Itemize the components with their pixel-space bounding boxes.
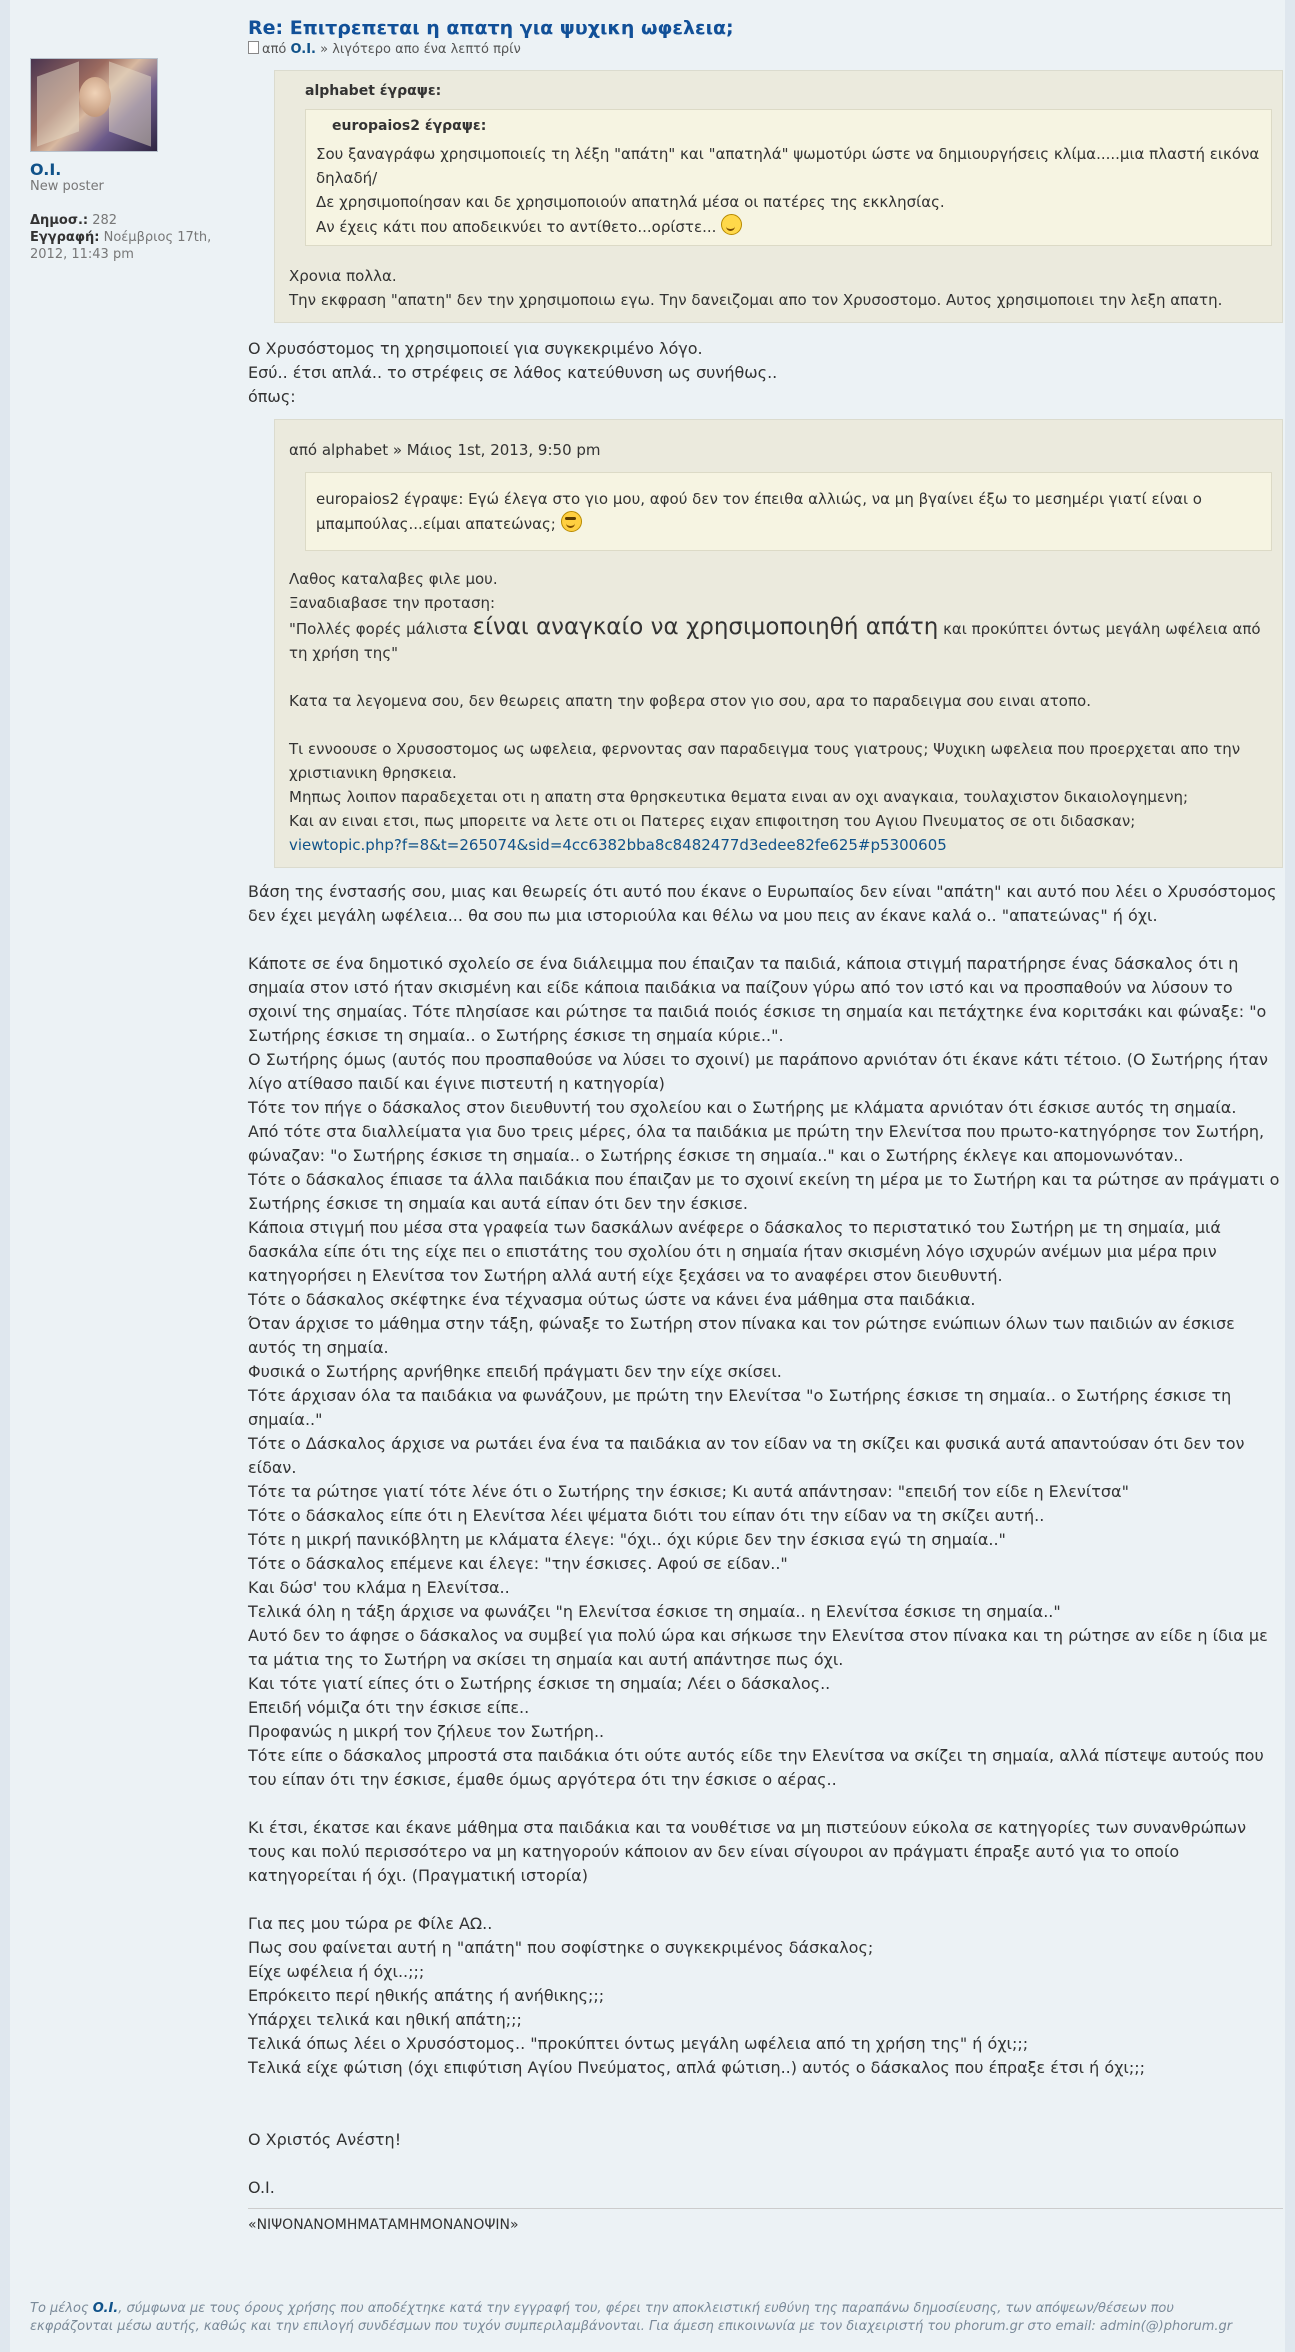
quote-line: Ξαναδιαβασε την προταση:: [289, 594, 496, 612]
quote-line: Τι εννοουσε ο Χρυσοστομος ως ωφελεια, φερνοντας σαν παραδειγμα τους γιατρους; Ψυχικη ωφελεια που προερχεται απο την χριστιανικη θρησκεια.: [289, 740, 1241, 782]
story-line: Τότε ο δάσκαλος είπε ότι η Ελενίτσα λέει ψέματα διότι του είπαν ότι την είδαν να τη σκίζει αυτή..: [248, 1506, 1045, 1525]
quote-line: Μηπως λοιπον παραδεχεται οτι η απατη στα θρησκευτικα θεματα ειναι αν οχι αναγκαια, τουλαχιστον δικαιολογημενη;: [289, 788, 1189, 806]
quote-line: Κατα τα λεγομενα σου, δεν θεωρεις απατη την φοβερα στον γιο σου, αρα το παραδειγμα σου ειναι ατοπο.: [289, 692, 1091, 710]
emphasized-text: είναι αναγκαίο να χρησιμοποιηθή απάτη: [472, 614, 939, 640]
body-line: όπως:: [248, 387, 296, 406]
page: [10, 0, 1285, 2352]
question-line: Είχε ωφέλεια ή όχι..;;;: [248, 1962, 425, 1981]
quote-line: Λαθος καταλαβες φιλε μου.: [289, 570, 498, 588]
story-line: Τότε τον πήγε ο δάσκαλος στον διευθυντή του σχολείου και ο Σωτήρης με κλάματα αρνιόταν ότι έσκισε αυτός τη σημαία.: [248, 1098, 1237, 1117]
story-line: Τότε η μικρή πανικόβλητη με κλάματα έλεγε: "όχι.. όχι κύριε δεν την έσκισα εγώ τη σημαία..": [248, 1530, 1006, 1549]
story-line: Τότε είπε ο δάσκαλος μπροστά στα παιδάκια ότι ούτε αυτός είδε την Ελενίτσα να σκίζει τη σημαία, αλλά πίστεψε αυτούς που του είπαν ότι την έσκισε, έμαθε όμως αργότερα ότι την έσκισε ο αέρας..: [248, 1746, 1264, 1789]
quote-line: Χρονια πολλα.: [289, 267, 397, 285]
story-line: Ο Σωτήρης όμως (αυτός που προσπαθούσε να λύσει το σχοινί) με παράπονο αρνιόταν ότι έκανε κάτι τέτοιο. (Ο Σωτήρης ήταν λίγο ατίθασο παιδί και έγινε πιστευτή η κατηγορία): [248, 1050, 1268, 1093]
story-line: Και τότε γιατί είπες ότι ο Σωτήρης έσκισε τη σημαία; Λέει ο δάσκαλος..: [248, 1674, 831, 1693]
post-body: [248, 16, 1283, 2237]
inner-quote-cite: europaios2 έγραψε:: [332, 118, 487, 134]
moral-line: Κι έτσι, έκατσε και έκανε μάθημα στα παιδάκια και τα νουθέτισε να μη πιστεύουν εύκολα σε κατηγορίες των συνανθρώπων τους και πολύ περισσότερο να μη κατηγορούν κάποιον αν δεν είναι σίγουροι αν πράγματι έπραξε αυτό για το οποίο κατηγορείται ή όχι. (Πραγματική ιστορία): [248, 1818, 1247, 1885]
story-line: Τότε ο Δάσκαλος άρχισε να ρωτάει ένα ένα τα παιδάκια αν τον είδαν να τη σκίζει και φυσικά αυτά απαντούσαν ότι δεν τον είδαν.: [248, 1434, 1245, 1477]
quote-europaios-2: [305, 472, 1272, 551]
story-line: Από τότε στα διαλλείματα για δυο τρεις μέρες, όλα τα παιδάκια με πρώτη την Ελενίτσα που πρωτο-κατηγόρησε τον Σωτήρη, φώναζαν: "ο Σωτήρης έσκισε τη σημαία.. ο Σωτήρης έσκισε τη σημαία.." και ο Σωτήρης έκλεγε και απομονωνόταν..: [248, 1122, 1265, 1165]
story-line: Τότε ο δάσκαλος σκέφτηκε ένα τέχνασμα ούτως ώστε να κάνει ένα μάθημα στα παιδάκια.: [248, 1290, 976, 1309]
inner-quote-line: Δε χρησιμοποίησαν και δε χρησιμοποιούν απατηλά μέσα οι πατέρες της εκκλησίας.: [316, 193, 945, 211]
question-line: Επρόκειτο περί ηθικής απάτης ή ανήθικης;;;: [248, 1986, 605, 2005]
story-line: Προφανώς η μικρή τον ζήλευε τον Σωτήρη..: [248, 1722, 605, 1741]
profile-author-name[interactable]: O.I.: [30, 160, 62, 179]
question-line: Για πες μου τώρα ρε Φίλε ΑΩ..: [248, 1914, 493, 1933]
story-line: Φυσικά ο Σωτήρης αρνήθηκε επειδή πράγματι δεν την είχε σκίσει.: [248, 1362, 782, 1381]
meta-prefix: από: [262, 42, 287, 57]
story-line: Τότε τα ρώτησε γιατί τότε λένε ότι ο Σωτήρης την έσκισε; Κι αυτά απάντησαν: "επειδή τον είδε η Ελενίτσα": [248, 1482, 1129, 1501]
body-line: Βάση της ένστασής σου, μιας και θεωρείς ότι αυτό που έκανε ο Ευρωπαίος δεν είναι "απάτη" και αυτό που λέει ο Χρυσόστομος δεν έχει μεγάλη ωφέλεια... θα σου πω μια ιστοριούλα και θέλω να μου πεις αν έκανε καλά ο.. "απατεώνας" ή όχι.: [248, 882, 1277, 925]
meta-author-link[interactable]: O.I.: [290, 42, 316, 57]
sunglasses-smiley-icon: [561, 511, 582, 532]
quote-cite: από alphabet » Μάιος 1st, 2013, 9:50 pm: [289, 441, 601, 459]
questions: [248, 1912, 1283, 2080]
story-line: Αυτό δεν το άφησε ο δάσκαλος να συμβεί για πολύ ώρα και σήκωσε την Ελενίτσα στον πίνακα και τη ρώτησε αν είδε η ίδια με τα μάτια της το Σωτήρη να σκίσει τη σημαία και αυτή απάντησε πως όχι.: [248, 1626, 1268, 1669]
quote-emphasis: "Πολλές φορές μάλιστα είναι αναγκαίο να χρησιμοποιηθή απάτη και προκύπτει όντως μεγάλη ωφέλεια από τη χρήση της": [289, 614, 1261, 662]
question-line: Τελικά όπως λέει ο Χρυσόστομος.. "προκύπτει όντως μεγάλη ωφέλεια από τη χρήση της" ή όχι;;;: [248, 2034, 1029, 2053]
inner-quote-line: Αν έχεις κάτι που αποδεικνύει το αντίθετο...ορίστε...: [316, 218, 717, 236]
signature: «ΝΙΨΟΝΑΝΟΜΗΜΑΤΑΜΗΜΟΝΑΝΟΨΙΝ»: [248, 2208, 1283, 2237]
post-disclaimer: Το μέλος O.I., σύμφωνα με τους όρους χρήσης που αποδέχτηκε κατά την εγγραφή του, φέρει την αποκλειστική ευθύνη της παραπάνω δημοσίευσης, των απόψεων/θέσεων που εκφράζονται μέσω αυτής, καθώς και την επιλογή συνδέσμων που τυχόν συμπεριλαμβάνονται. Για άμεση επικοινωνία με τον διαχειριστή του phorum.gr στο email: admin(@)phorum.gr: [30, 2301, 1233, 2334]
posts-value: 282: [92, 213, 118, 228]
question-line: Τελικά είχε φώτιση (όχι επιφύτιση Αγίου Πνεύματος, απλά φώτιση..) αυτός ο δάσκαλος που έπραξε έτσι ή όχι;;;: [248, 2058, 1146, 2077]
grin-smiley-icon: [721, 214, 742, 235]
quoted-post-link[interactable]: viewtopic.php?f=8&t=265074&sid=4cc6382bba8c8482477d3edee82fe625#p5300605: [289, 836, 947, 854]
story-line: Επειδή νόμιζα ότι την έσκισε είπε..: [248, 1698, 530, 1717]
meta-suffix: » λιγότερο απο ένα λεπτό πρίν: [320, 42, 521, 57]
quote-europaios: [305, 109, 1272, 246]
inner-quote-line: Σου ξαναγράφω χρησιμοποιείς τη λέξη "απάτη" και "απατηλά" ψωμοτύρι ώστε να δημιουργήσεις κλίμα.....μια πλαστή εικόνα δηλαδή/: [316, 145, 1260, 187]
story-line: Και δώσ' του κλάμα η Ελενίτσα..: [248, 1578, 510, 1597]
inner-quote-text: europaios2 έγραψε: Εγώ έλεγα στο γιο μου, αφού δεν τον έπειθα αλλιώς, να μη βγαίνει έξω το μεσημέρι γιατί είναι ο μπαμπούλας...είμαι απατεώνας;: [316, 490, 1202, 533]
story-line: Τότε άρχισαν όλα τα παιδάκια να φωνάζουν, με πρώτη την Ελενίτσα "ο Σωτήρης έσκισε τη σημαία.. ο Σωτήρης έσκισε τη σημαία..": [248, 1386, 1232, 1429]
document-icon[interactable]: [248, 41, 259, 54]
question-line: Πως σου φαίνεται αυτή η "απάτη" που σοφίστηκε ο συγκεκριμένος δάσκαλος;: [248, 1938, 874, 1957]
joined-value: Νοέμβριος 17th, 2012, 11:43 pm: [30, 230, 212, 262]
story: [248, 952, 1283, 1792]
profile-stats: [30, 212, 230, 263]
story-line: Τότε ο δάσκαλος έπιασε τα άλλα παιδάκια που έπαιζαν με το σχοινί εκείνη τη μέρα με το Σωτήρη και τα ρώτησε αν πράγματι ο Σωτήρης έσκισε τη σημαία και αυτά είπαν ότι δεν την έσκισε.: [248, 1170, 1280, 1213]
quote-cite: alphabet έγραψε:: [305, 83, 442, 99]
quote-line: Την εκφραση "απατη" δεν την χρησιμοποιω εγω. Την δανειζομαι απο τον Χρυσοστομο. Αυτος χρησιμοποιει την λεξη απατη.: [289, 291, 1223, 309]
post-profile: [30, 58, 230, 263]
question-line: Υπάρχει τελικά και ηθική απάτη;;;: [248, 2010, 522, 2029]
story-line: Κάποτε σε ένα δημοτικό σχολείο σε ένα διάλειμμα που έπαιζαν τα παιδιά, κάποια στιγμή παρατήρησε ένας δάσκαλος ότι η σημαία στον ιστό ήταν σκισμένη και είδε κάποια παιδάκια να παίζουν γύρω από τον ιστό και να προσπαθούν να λύσουν το σχοινί της σημαίας. Τότε πλησίασε και ρώτησε τα παιδιά ποιός έσκισε τη σημαία και πετάχτηκε ένα κοριτσάκι και φώναξε: "ο Σωτήρης έσκισε τη σημαία.. ο Σωτήρης έσκισε τη σημαία κύριε..".: [248, 954, 1267, 1045]
quote-line: Και αν ειναι ετσι, πως μπορειτε να λετε οτι οι Πατερες ειχαν επιφοιτηση του Αγιου Πνευματος σε οτι διδασκαν;: [289, 812, 1136, 830]
body-line: Εσύ.. έτσι απλά.. το στρέφεις σε λάθος κατεύθυνση ως συνήθως..: [248, 363, 778, 382]
profile-rank: New poster: [30, 179, 104, 194]
disclaimer-member-link[interactable]: O.I.: [92, 2301, 119, 2316]
quote-alphabet: [274, 70, 1283, 323]
post-meta: [248, 40, 1283, 60]
avatar[interactable]: [30, 58, 158, 152]
story-line: Όταν άρχισε το μάθημα στην τάξη, φώναξε το Σωτήρη στον πίνακα και τον ρώτησε ενώπιων όλων των παιδιών αν έσκισε αυτός τη σημαία.: [248, 1314, 1235, 1357]
joined-label: Εγγραφή:: [30, 230, 100, 245]
closing-sign: O.I.: [248, 2178, 275, 2197]
post-title[interactable]: Re: Επιτρεπεται η απατη για ψυχικη ωφελεια;: [248, 17, 734, 39]
story-line: Κάποια στιγμή που μέσα στα γραφεία των δασκάλων ανέφερε ο δάσκαλος το περιστατικό του Σωτήρη με τη σημαία, μιά δασκάλα είπε ότι της είχε πει ο επιστάτης του σχολίου ότι η σημαία ήταν σκισμένη λόγο ισχυρών ανέμων μια μέρα πριν κατηγορήσει η Ελενίτσα τον Σωτήρη αλλά αυτή είχε ξεχάσει να το αναφέρει στον διευθυντή.: [248, 1218, 1221, 1285]
body-line: Ο Χρυσόστομος τη χρησιμοποιεί για συγκεκριμένο λόγο.: [248, 339, 703, 358]
closing-greeting: Ο Χριστός Ανέστη!: [248, 2130, 402, 2149]
story-line: Τελικά όλη η τάξη άρχισε να φωνάζει "η Ελενίτσα έσκισε τη σημαία.. η Ελενίτσα έσκισε τη σημαία..": [248, 1602, 1061, 1621]
posts-label: Δημοσ.:: [30, 213, 89, 228]
quote-alphabet-2: [274, 419, 1283, 868]
story-line: Τότε ο δάσκαλος επέμενε και έλεγε: "την έσκισες. Αφού σε είδαν..": [248, 1554, 788, 1573]
